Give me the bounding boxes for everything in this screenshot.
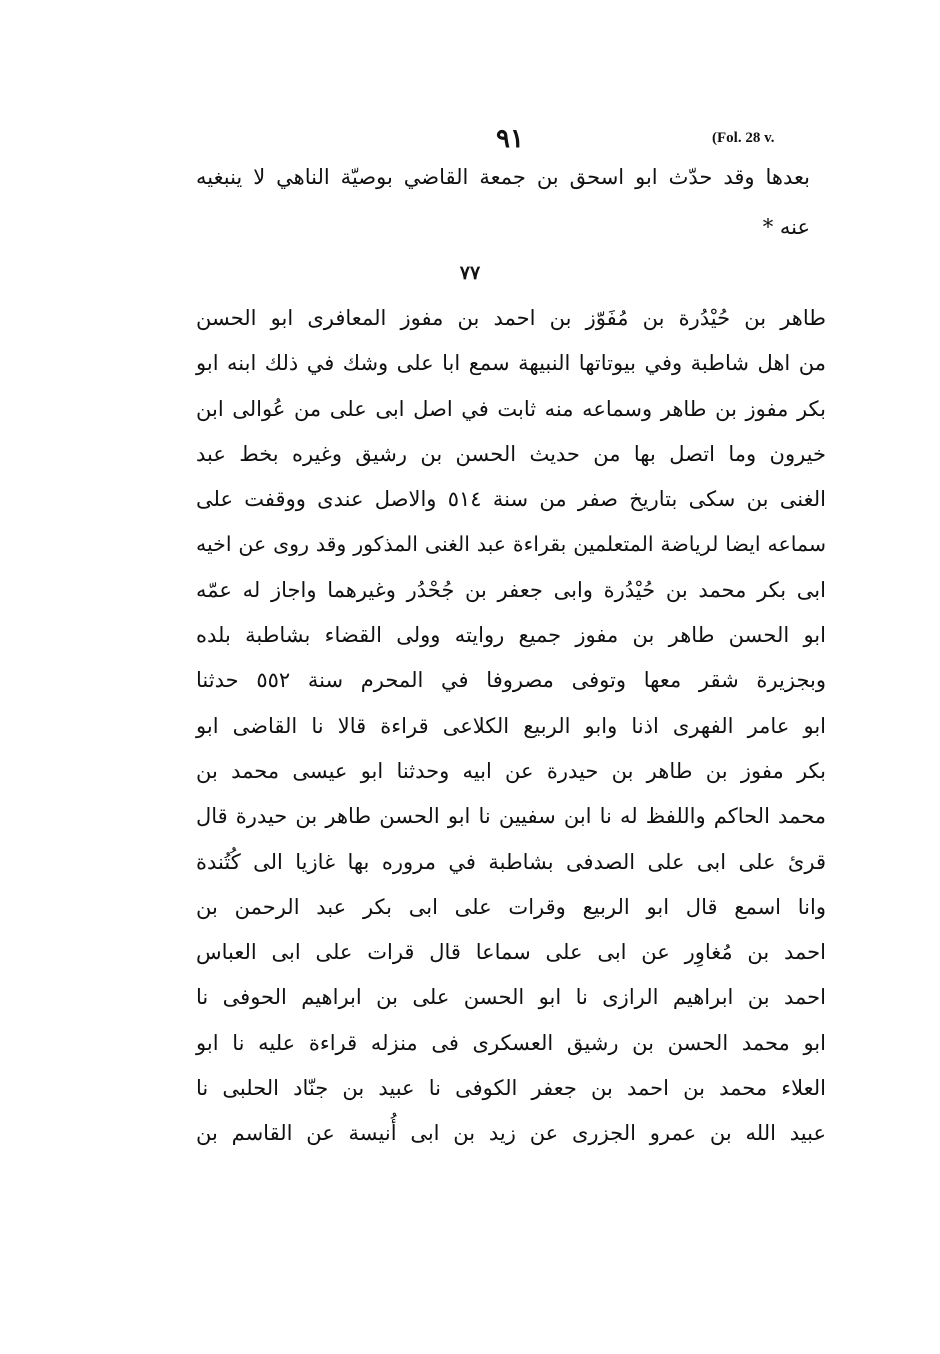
previous-entry-end — [196, 152, 810, 252]
entry-number: ٧٧ — [459, 262, 481, 284]
text-line: عبيد الله بن عمرو الجزرى عن زيد بن ابى أُنيسة عن القاسم بن — [196, 1121, 826, 1146]
text-line: محمد الحاكم واللفظ له نا ابن سفيين نا ابو الحسن طاهر بن حيدرة قال — [196, 804, 826, 829]
text-line: احمد بن ابراهيم الرازى نا ابو الحسن على بن ابراهيم الحوفى نا — [196, 985, 826, 1010]
text-line: ابو عامر الفهرى اذنا وابو الربيع الكلاعى قراءة قالا نا القاضى ابو — [196, 713, 826, 738]
text-line: الغنى بن سكى بتاريخ صفر من سنة ٥١٤ والاصل عندى ووقفت على — [196, 487, 826, 512]
text-line: قرئ على ابى على الصدفى بشاطبة في مروره بها غازيا الى كُتُندة — [196, 849, 826, 874]
text-line: العلاء محمد بن احمد بن جعفر الكوفى نا عبيد بن جنّاد الحلبى نا — [196, 1076, 826, 1101]
text-line: خيرون وما اتصل بها من حديث الحسن بن رشيق وغيره بخط عبد — [196, 441, 826, 466]
text-line: ابو الحسن طاهر بن مفوز جميع روايته وولى القضاء بشاطبة بلده — [196, 623, 826, 648]
text-line: بكر مفوز بن طاهر بن حيدرة عن ابيه وحدثنا ابو عيسى محمد بن — [196, 758, 826, 783]
text-line: طاهر بن حُيْدُرة بن مُفَوّز بن احمد بن مفوز المعافرى ابو الحسن — [196, 306, 826, 330]
text-line: بكر مفوز بن طاهر وسماعه منه ثابت في اصل ابى على من عُوالى ابن — [196, 396, 826, 421]
text-line: بعدها وقد حدّث ابو اسحق بن جمعة القاضي بوصيّة الناهي لا ينبغيه — [196, 165, 810, 189]
text-line: سماعه ايضا لرياضة المتعلمين بقراءة عبد الغنى المذكور وقد روى عن اخيه — [196, 532, 826, 557]
text-line: وبجزيرة شقر معها وتوفى مصروفا في المحرم سنة ٥٥٢ حدثنا — [196, 668, 826, 693]
text-line: ابى بكر محمد بن حُيْدُرة وابى جعفر بن جُحْدُر وغيرهما واجاز له عمّه — [196, 577, 826, 602]
text-line: احمد بن مُغاوِر عن ابى على سماعا قال قرات على ابى العباس — [196, 940, 826, 965]
text-line: ابو محمد الحسن بن رشيق العسكرى فى منزله قراءة عليه نا ابو — [196, 1030, 826, 1055]
folio-reference: (Fol. 28 v. — [712, 130, 775, 146]
text-line: من اهل شاطبة وفي بيوتاتها النبيهة سمع ابا على وشك في ذلك ابنه ابو — [196, 351, 826, 376]
text-line: عنه * — [762, 215, 810, 239]
page-number: ٩١ — [496, 124, 524, 154]
text-line: وانا اسمع قال ابو الربيع وقرات على ابى بكر عبد الرحمن بن — [196, 894, 826, 919]
entry-body — [196, 296, 826, 1157]
